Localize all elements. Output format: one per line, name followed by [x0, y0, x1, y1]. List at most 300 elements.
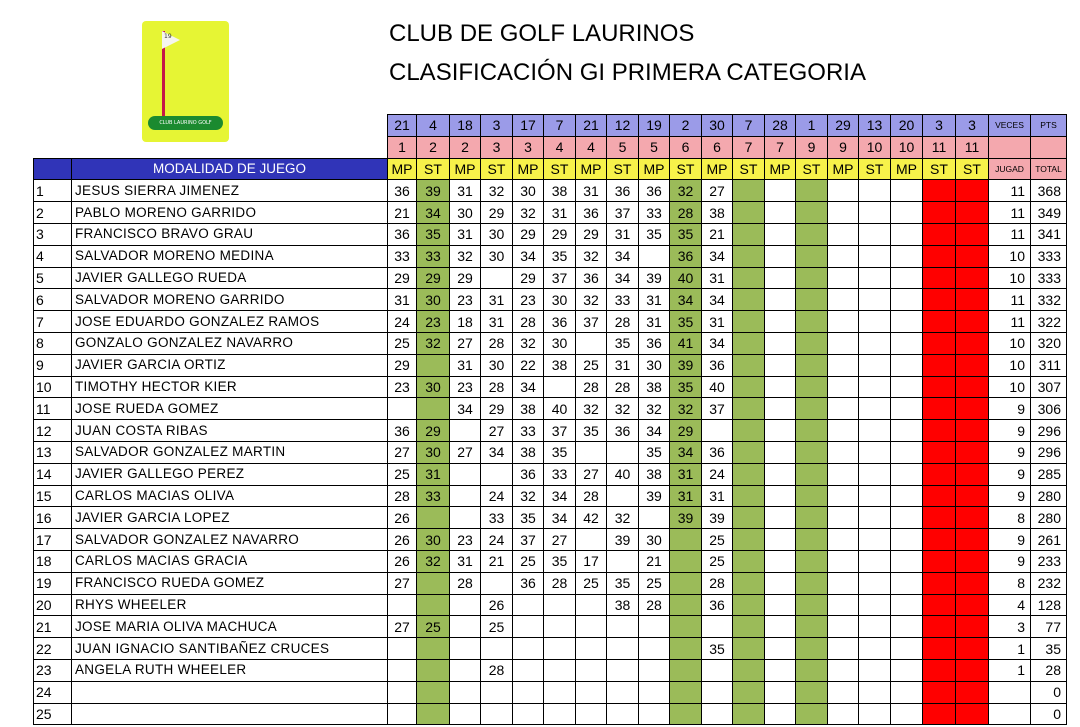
score-cell — [450, 485, 481, 507]
score-cell: 27 — [388, 441, 417, 463]
rounds-played-cell: 4 — [989, 594, 1031, 616]
score-cell: 30 — [417, 289, 450, 311]
mode-header-cell: ST — [733, 158, 765, 180]
day-header-row — [34, 115, 1067, 137]
score-cell — [828, 202, 859, 224]
score-cell — [859, 529, 891, 551]
score-cell — [891, 529, 923, 551]
rounds-played-cell: 10 — [989, 354, 1031, 376]
score-cell: 36 — [702, 441, 733, 463]
score-cell — [796, 354, 828, 376]
score-cell: 34 — [513, 245, 544, 267]
score-cell — [828, 376, 859, 398]
score-cell — [765, 638, 796, 660]
score-cell — [513, 659, 544, 681]
score-cell — [828, 594, 859, 616]
score-cell — [733, 703, 765, 725]
score-cell — [956, 354, 989, 376]
score-cell: 34 — [607, 267, 639, 289]
day-header-cell: 19 — [639, 115, 670, 137]
score-cell: 27 — [450, 332, 481, 354]
player-row — [34, 289, 1067, 311]
header-spacer — [34, 136, 72, 158]
score-cell — [891, 332, 923, 354]
score-cell: 25 — [417, 616, 450, 638]
score-cell — [733, 180, 765, 202]
position-cell: 2 — [34, 202, 72, 224]
score-cell — [891, 223, 923, 245]
total-points-cell: 322 — [1031, 311, 1067, 333]
rounds-played-cell: 11 — [989, 289, 1031, 311]
score-cell — [891, 703, 923, 725]
score-cell: 31 — [481, 289, 513, 311]
score-cell: 32 — [481, 180, 513, 202]
score-cell — [796, 202, 828, 224]
score-cell: 25 — [576, 354, 607, 376]
score-cell — [796, 223, 828, 245]
score-cell — [544, 659, 576, 681]
position-cell: 5 — [34, 267, 72, 289]
round-header-cell: 3 — [481, 136, 513, 158]
day-header-cell: 2 — [670, 115, 702, 137]
score-cell — [956, 441, 989, 463]
score-cell — [796, 376, 828, 398]
score-cell — [450, 703, 481, 725]
score-cell — [859, 638, 891, 660]
score-cell — [923, 267, 956, 289]
score-cell — [388, 638, 417, 660]
score-cell: 27 — [576, 463, 607, 485]
score-cell — [481, 267, 513, 289]
score-cell — [765, 202, 796, 224]
score-cell — [765, 420, 796, 442]
total-points-cell: 296 — [1031, 420, 1067, 442]
position-cell: 13 — [34, 441, 72, 463]
score-cell: 36 — [513, 572, 544, 594]
position-cell: 16 — [34, 507, 72, 529]
score-cell — [733, 354, 765, 376]
score-cell — [796, 550, 828, 572]
score-cell — [388, 703, 417, 725]
score-cell: 22 — [513, 354, 544, 376]
score-cell: 31 — [702, 311, 733, 333]
score-cell — [607, 441, 639, 463]
score-cell — [956, 659, 989, 681]
score-cell — [796, 638, 828, 660]
round-header-cell: 9 — [828, 136, 859, 158]
score-cell: 40 — [670, 267, 702, 289]
score-cell — [733, 420, 765, 442]
score-cell — [956, 202, 989, 224]
score-cell: 35 — [544, 245, 576, 267]
score-cell — [828, 289, 859, 311]
mode-header-cell: ST — [481, 158, 513, 180]
day-header-cell: 7 — [544, 115, 576, 137]
score-cell — [891, 202, 923, 224]
score-cell — [639, 703, 670, 725]
position-cell: 14 — [34, 463, 72, 485]
rounds-played-cell: 3 — [989, 616, 1031, 638]
pts-sub-header: TOTAL — [1031, 158, 1067, 180]
score-cell: 25 — [388, 332, 417, 354]
score-cell — [733, 681, 765, 703]
player-name: SALVADOR MORENO GARRIDO — [72, 289, 388, 311]
score-cell: 25 — [702, 529, 733, 551]
day-header-cell: 18 — [450, 115, 481, 137]
score-cell — [733, 311, 765, 333]
score-cell: 28 — [481, 376, 513, 398]
score-cell — [796, 485, 828, 507]
score-cell: 32 — [513, 202, 544, 224]
total-points-cell: 77 — [1031, 616, 1067, 638]
score-cell: 39 — [639, 485, 670, 507]
score-cell — [544, 616, 576, 638]
score-cell — [859, 180, 891, 202]
player-name: JOSE RUEDA GOMEZ — [72, 398, 388, 420]
score-cell — [891, 441, 923, 463]
round-header-cell: 10 — [891, 136, 923, 158]
score-cell — [733, 202, 765, 224]
score-cell — [956, 420, 989, 442]
round-header-cell: 5 — [639, 136, 670, 158]
score-cell — [702, 659, 733, 681]
day-header-cell: 30 — [702, 115, 733, 137]
score-cell: 39 — [670, 354, 702, 376]
score-cell: 35 — [702, 638, 733, 660]
mode-header-cell: MP — [702, 158, 733, 180]
score-cell — [796, 332, 828, 354]
score-cell — [796, 572, 828, 594]
score-cell: 34 — [639, 420, 670, 442]
score-cell: 38 — [544, 354, 576, 376]
score-cell: 31 — [481, 311, 513, 333]
score-cell — [765, 594, 796, 616]
score-cell — [765, 223, 796, 245]
veces-header-blank — [989, 136, 1031, 158]
player-name: RHYS WHEELER — [72, 594, 388, 616]
score-cell — [923, 616, 956, 638]
pts-header-blank — [1031, 136, 1067, 158]
score-cell: 28 — [607, 311, 639, 333]
score-cell: 33 — [607, 289, 639, 311]
score-cell — [891, 681, 923, 703]
score-cell — [923, 398, 956, 420]
score-cell — [765, 311, 796, 333]
score-cell — [765, 332, 796, 354]
score-cell: 23 — [450, 376, 481, 398]
score-cell — [923, 311, 956, 333]
score-cell — [733, 376, 765, 398]
score-cell — [796, 289, 828, 311]
score-cell: 36 — [576, 202, 607, 224]
score-cell — [639, 245, 670, 267]
day-header-cell: 21 — [388, 115, 417, 137]
score-cell — [576, 441, 607, 463]
total-points-cell: 311 — [1031, 354, 1067, 376]
score-cell: 31 — [450, 180, 481, 202]
score-cell: 28 — [388, 485, 417, 507]
player-row — [34, 180, 1067, 202]
player-name: JUAN COSTA RIBAS — [72, 420, 388, 442]
score-cell: 40 — [544, 398, 576, 420]
position-cell: 23 — [34, 659, 72, 681]
score-cell: 39 — [607, 529, 639, 551]
player-row — [34, 659, 1067, 681]
score-cell — [859, 245, 891, 267]
score-cell — [828, 441, 859, 463]
score-cell — [576, 681, 607, 703]
score-cell — [417, 659, 450, 681]
score-cell: 28 — [513, 311, 544, 333]
score-cell — [891, 550, 923, 572]
score-cell: 37 — [576, 311, 607, 333]
score-cell: 35 — [417, 223, 450, 245]
score-cell: 29 — [513, 267, 544, 289]
player-row — [34, 572, 1067, 594]
veces-header: VECES — [989, 115, 1031, 137]
mode-header-cell: ST — [544, 158, 576, 180]
player-name: JAVIER GALLEGO PEREZ — [72, 463, 388, 485]
score-cell: 35 — [607, 572, 639, 594]
score-cell: 30 — [417, 441, 450, 463]
score-cell: 30 — [417, 376, 450, 398]
score-cell — [859, 485, 891, 507]
player-name: CARLOS MACIAS GRACIA — [72, 550, 388, 572]
day-header-cell: 3 — [923, 115, 956, 137]
player-row — [34, 267, 1067, 289]
score-cell — [956, 289, 989, 311]
player-name: FRANCISCO RUEDA GOMEZ — [72, 572, 388, 594]
score-cell — [891, 572, 923, 594]
score-cell — [859, 223, 891, 245]
score-cell — [607, 659, 639, 681]
player-name: JOSE MARIA OLIVA MACHUCA — [72, 616, 388, 638]
score-cell — [796, 529, 828, 551]
score-cell — [828, 572, 859, 594]
score-cell — [733, 289, 765, 311]
score-cell: 30 — [639, 529, 670, 551]
score-cell: 31 — [670, 463, 702, 485]
score-cell: 29 — [417, 420, 450, 442]
player-row — [34, 332, 1067, 354]
score-cell: 32 — [450, 245, 481, 267]
score-cell — [796, 507, 828, 529]
round-header-cell: 5 — [607, 136, 639, 158]
modalidad-label: MODALIDAD DE JUEGO — [72, 158, 388, 180]
score-cell — [828, 180, 859, 202]
rounds-played-cell: 8 — [989, 572, 1031, 594]
rounds-played-cell: 9 — [989, 463, 1031, 485]
day-header-cell: 7 — [733, 115, 765, 137]
position-cell: 21 — [34, 616, 72, 638]
score-cell: 31 — [576, 180, 607, 202]
score-cell: 29 — [481, 202, 513, 224]
score-cell: 29 — [450, 267, 481, 289]
score-cell — [828, 420, 859, 442]
position-cell: 6 — [34, 289, 72, 311]
player-row — [34, 223, 1067, 245]
total-points-cell: 349 — [1031, 202, 1067, 224]
score-cell: 23 — [417, 311, 450, 333]
score-cell: 31 — [639, 289, 670, 311]
score-cell — [859, 659, 891, 681]
score-cell — [828, 398, 859, 420]
score-cell: 34 — [450, 398, 481, 420]
score-cell: 35 — [670, 376, 702, 398]
score-cell — [639, 659, 670, 681]
score-cell: 31 — [450, 550, 481, 572]
score-cell — [733, 594, 765, 616]
score-cell — [828, 659, 859, 681]
score-cell: 28 — [670, 202, 702, 224]
score-cell — [607, 616, 639, 638]
score-cell — [450, 594, 481, 616]
score-cell: 27 — [388, 572, 417, 594]
score-cell — [765, 463, 796, 485]
score-cell — [859, 376, 891, 398]
score-cell: 26 — [388, 507, 417, 529]
round-header-cell: 2 — [417, 136, 450, 158]
player-row — [34, 638, 1067, 660]
score-cell: 40 — [607, 463, 639, 485]
score-cell — [923, 529, 956, 551]
score-cell: 23 — [450, 289, 481, 311]
score-cell: 31 — [702, 267, 733, 289]
score-cell — [923, 420, 956, 442]
day-header-cell: 12 — [607, 115, 639, 137]
score-cell: 31 — [388, 289, 417, 311]
score-cell — [670, 550, 702, 572]
score-cell: 37 — [544, 267, 576, 289]
score-cell: 36 — [670, 245, 702, 267]
rounds-played-cell: 10 — [989, 267, 1031, 289]
total-points-cell: 280 — [1031, 507, 1067, 529]
score-cell — [607, 681, 639, 703]
score-cell — [891, 398, 923, 420]
score-cell — [923, 594, 956, 616]
rounds-played-cell: 11 — [989, 202, 1031, 224]
player-name: SALVADOR GONZALEZ NAVARRO — [72, 529, 388, 551]
score-cell — [576, 659, 607, 681]
rounds-played-cell: 9 — [989, 529, 1031, 551]
score-cell — [956, 376, 989, 398]
score-cell — [796, 267, 828, 289]
score-cell: 32 — [670, 398, 702, 420]
position-header — [34, 158, 72, 180]
score-cell: 24 — [481, 529, 513, 551]
score-cell — [891, 485, 923, 507]
score-cell — [796, 703, 828, 725]
score-cell: 27 — [544, 529, 576, 551]
score-cell — [923, 180, 956, 202]
score-cell — [828, 616, 859, 638]
score-cell: 35 — [607, 332, 639, 354]
score-cell — [796, 180, 828, 202]
position-cell: 15 — [34, 485, 72, 507]
score-cell — [765, 616, 796, 638]
score-cell: 30 — [450, 202, 481, 224]
score-cell: 28 — [544, 572, 576, 594]
score-cell — [859, 202, 891, 224]
day-header-cell: 3 — [956, 115, 989, 137]
score-cell — [670, 594, 702, 616]
rounds-played-cell: 11 — [989, 180, 1031, 202]
score-cell: 29 — [670, 420, 702, 442]
score-cell: 29 — [544, 223, 576, 245]
player-name: JESUS SIERRA JIMENEZ — [72, 180, 388, 202]
score-cell — [859, 267, 891, 289]
score-cell: 36 — [388, 223, 417, 245]
score-cell — [765, 245, 796, 267]
score-cell — [576, 332, 607, 354]
score-cell — [859, 311, 891, 333]
mode-header-row — [34, 158, 1067, 180]
score-cell — [670, 616, 702, 638]
score-cell — [733, 223, 765, 245]
score-cell: 23 — [388, 376, 417, 398]
player-row — [34, 311, 1067, 333]
total-points-cell: 0 — [1031, 681, 1067, 703]
score-cell: 37 — [607, 202, 639, 224]
score-cell — [544, 703, 576, 725]
score-cell — [765, 659, 796, 681]
mode-header-cell: MP — [639, 158, 670, 180]
header-spacer — [34, 115, 72, 137]
total-points-cell: 368 — [1031, 180, 1067, 202]
score-cell — [765, 398, 796, 420]
round-header-cell: 1 — [388, 136, 417, 158]
player-row — [34, 245, 1067, 267]
score-cell — [796, 616, 828, 638]
player-row — [34, 616, 1067, 638]
score-cell: 34 — [702, 332, 733, 354]
score-cell: 18 — [450, 311, 481, 333]
score-cell — [828, 485, 859, 507]
score-cell — [828, 681, 859, 703]
score-cell: 36 — [388, 180, 417, 202]
score-cell — [576, 594, 607, 616]
score-cell — [765, 572, 796, 594]
score-cell — [733, 529, 765, 551]
player-name: JAVIER GALLEGO RUEDA — [72, 267, 388, 289]
score-cell — [417, 354, 450, 376]
score-cell: 30 — [544, 289, 576, 311]
score-cell — [828, 703, 859, 725]
total-points-cell: 128 — [1031, 594, 1067, 616]
score-cell: 33 — [513, 420, 544, 442]
score-cell — [481, 463, 513, 485]
score-cell — [450, 616, 481, 638]
score-cell: 31 — [417, 463, 450, 485]
mode-header-cell: MP — [576, 158, 607, 180]
score-cell: 32 — [607, 507, 639, 529]
total-points-cell: 232 — [1031, 572, 1067, 594]
score-cell — [796, 441, 828, 463]
score-cell: 30 — [481, 223, 513, 245]
score-cell: 37 — [702, 398, 733, 420]
score-cell — [388, 398, 417, 420]
score-cell: 35 — [670, 311, 702, 333]
total-points-cell: 0 — [1031, 703, 1067, 725]
score-cell: 30 — [639, 354, 670, 376]
mode-header-cell: MP — [765, 158, 796, 180]
player-row — [34, 507, 1067, 529]
score-cell — [481, 681, 513, 703]
score-cell: 29 — [481, 398, 513, 420]
score-cell: 36 — [544, 311, 576, 333]
score-cell: 28 — [481, 659, 513, 681]
score-cell — [733, 332, 765, 354]
